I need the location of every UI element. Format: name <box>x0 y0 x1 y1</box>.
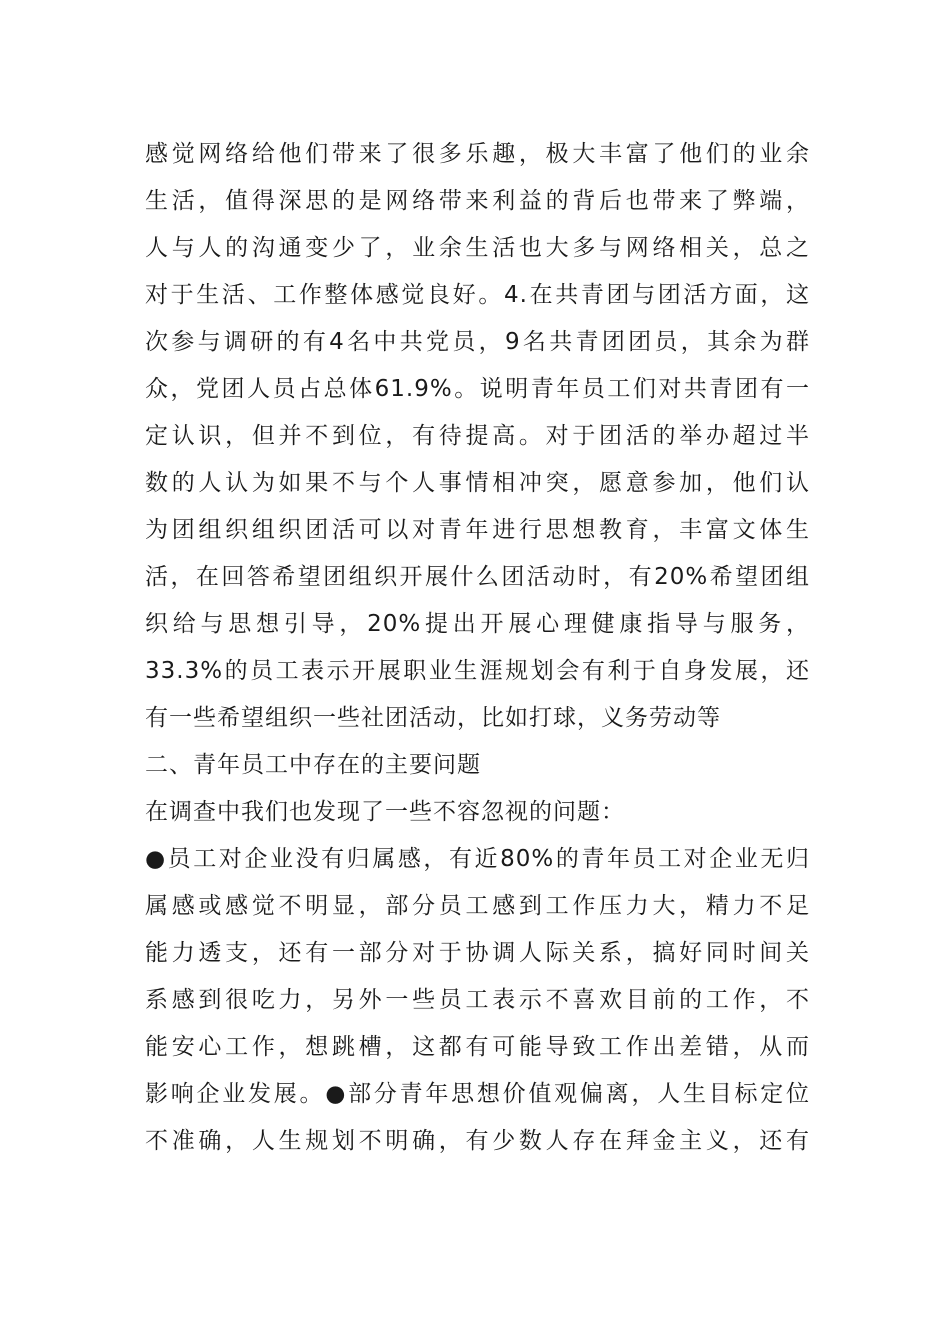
text-line: 活，在回答希望团组织开展什么团活动时，有20%希望团组 <box>145 564 810 590</box>
text-line: 数的人认为如果不与个人事情相冲突，愿意参加，他们认 <box>145 470 810 496</box>
section-heading: 二、青年员工中存在的主要问题 <box>145 752 481 778</box>
text-line: 影响企业发展。●部分青年思想价值观偏离，人生目标定位 <box>145 1081 810 1107</box>
text-line: 定认识，但并不到位，有待提高。对于团活的举办超过半 <box>145 423 810 449</box>
body-text <box>145 131 810 1165</box>
text-line: 不准确，人生规划不明确，有少数人存在拜金主义，还有 <box>145 1128 810 1154</box>
text-line: 能安心工作，想跳槽，这都有可能导致工作出差错，从而 <box>145 1034 810 1060</box>
text-line: 次参与调研的有4名中共党员，9名共青团团员，其余为群 <box>145 329 810 355</box>
text-line: 属感或感觉不明显，部分员工感到工作压力大，精力不足 <box>145 893 810 919</box>
text-line: 人与人的沟通变少了，业余生活也大多与网络相关，总之 <box>145 235 810 261</box>
text-line: 众，党团人员占总体61.9%。说明青年员工们对共青团有一 <box>145 376 810 402</box>
text-line: 系感到很吃力，另外一些员工表示不喜欢目前的工作，不 <box>145 987 810 1013</box>
text-line: 织给与思想引导，20%提出开展心理健康指导与服务， <box>145 611 810 637</box>
bullet-item-line: ●员工对企业没有归属感，有近80%的青年员工对企业无归 <box>145 846 810 872</box>
text-line: 33.3%的员工表示开展职业生涯规划会有利于自身发展，还 <box>145 658 810 684</box>
text-line: 生活，值得深思的是网络带来利益的背后也带来了弊端， <box>145 188 810 214</box>
text-line: 感觉网络给他们带来了很多乐趣，极大丰富了他们的业余 <box>145 141 810 167</box>
intro-line: 在调查中我们也发现了一些不容忽视的问题： <box>145 799 625 825</box>
text-line: 为团组织组织团活可以对青年进行思想教育，丰富文体生 <box>145 517 810 543</box>
text-line: 能力透支，还有一部分对于协调人际关系，搞好同时间关 <box>145 940 810 966</box>
paragraph-end-line: 有一些希望组织一些社团活动，比如打球，义务劳动等 <box>145 705 721 731</box>
text-line: 对于生活、工作整体感觉良好。4.在共青团与团活方面，这 <box>145 282 810 308</box>
